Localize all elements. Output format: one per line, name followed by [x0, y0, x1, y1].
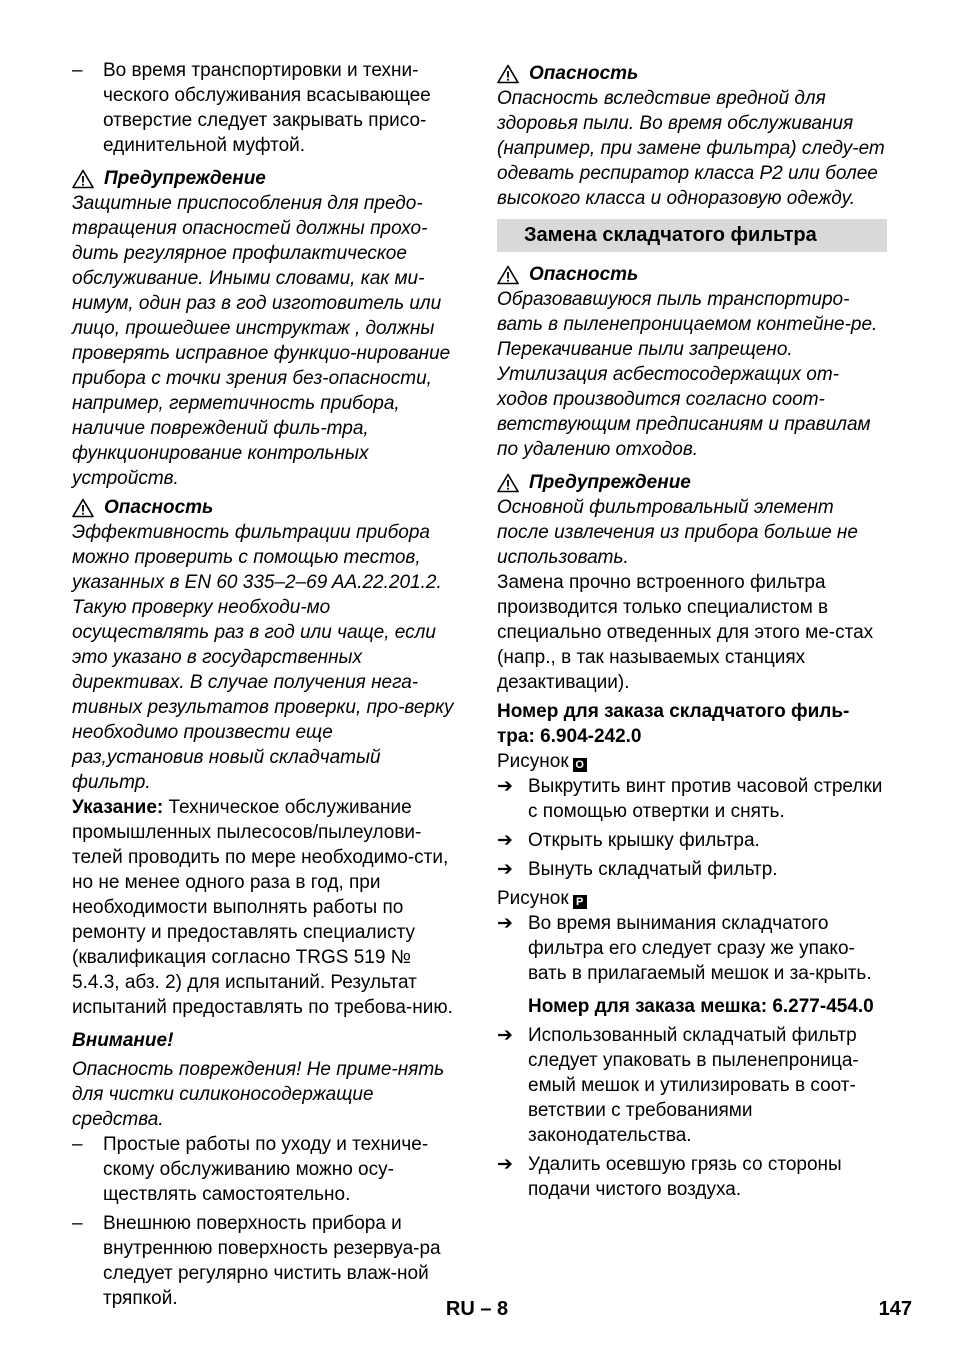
warning-triangle-icon — [497, 64, 519, 84]
note-paragraph — [72, 795, 460, 1020]
step-item — [497, 828, 887, 853]
arrow-icon: ➔ — [497, 1154, 513, 1175]
danger-heading — [497, 61, 887, 86]
note-text: Техническое обслуживание промышленных пылесосов/пылеулови-телей проводить по мере необходимо-сти, но не менее одного раза в год, при необходимости выполнять работы по ремонту и предоставлять специалисту (квалификация согласно TRGS 519 № 5.4.3, абз. 2) для испытаний. Результат испытаний предоставлять по требова-нию. — [72, 797, 453, 1018]
danger-title: Опасность — [529, 264, 639, 285]
right-column — [497, 58, 887, 1202]
figure-reference — [497, 749, 887, 774]
arrow-icon: ➔ — [497, 859, 513, 880]
danger-title: Опасность — [529, 63, 639, 84]
danger-title: Опасность — [104, 497, 214, 518]
arrow-icon: ➔ — [497, 776, 513, 797]
warning-heading — [72, 166, 460, 191]
warning-text: Основной фильтровальный элемент после извлечения из прибора больше не использовать. — [497, 497, 858, 568]
order-number-bag: Номер для заказа мешка: 6.277-454.0 — [528, 996, 874, 1017]
step-text: Удалить осевшую грязь со стороны подачи чистого воздуха. — [528, 1154, 842, 1200]
danger-text: Эффективность фильтрации прибора можно проверить с помощью тестов, указанных в EN 60 335–2–69 AA.22.201.2. Такую проверку необходи-мо осуществлять раз в год или чаще, если это указано в государственных директивах. В случае получения нега-тивных результатов проверки, про-верку необходимо произвести еще раз,установив новый складчатый фильтр. — [72, 522, 454, 793]
arrow-icon: ➔ — [497, 830, 513, 851]
step-text: Выкрутить винт против часовой стрелки с помощью отвертки и снять. — [528, 776, 883, 822]
figure-label: Рисунок — [497, 888, 569, 909]
dash-marker: – — [72, 1213, 83, 1234]
figure-p-badge: P — [573, 895, 587, 909]
note-label: Указание: — [72, 797, 164, 818]
step-text: Во время вынимания складчатого фильтра его следует сразу же упако-вать в прилагаемый мешок и за-крыть. — [528, 913, 872, 984]
warning-triangle-icon — [497, 473, 519, 493]
figure-label: Рисунок — [497, 751, 569, 772]
warning-title: Предупреждение — [104, 168, 266, 189]
list-item — [72, 58, 460, 158]
warning-triangle-icon — [72, 498, 94, 518]
warning-triangle-icon — [497, 265, 519, 285]
footer-page-number: 147 — [878, 1298, 912, 1320]
step-item — [497, 1152, 887, 1202]
danger-heading — [72, 495, 460, 520]
step-text: Открыть крышку фильтра. — [528, 830, 760, 851]
list-item — [72, 1132, 460, 1207]
step-item — [497, 857, 887, 882]
danger-text: Образовавшуюся пыль транспортиро-вать в пыленепроницаемом контейне-ре. Перекачивание пыли запрещено. Утилизация асбестосодержащих от-ходов производится согласно соот-ветствующим предписаниям и правилам по удалению отходов. — [497, 289, 878, 460]
warning-triangle-icon — [72, 169, 94, 189]
warning-text: Защитные приспособления для предо-твращения опасностей должны прохо-дить регулярное профилактическое обслуживание. Иными словами, как ми-нимум, один раз в год изготовитель или лицо, прошедшее инструктаж , должны проверять исправное функцио-нирование прибора с точки зрения без-опасности, например, герметичность прибора, наличие повреждений филь-тра, функционирование контрольных устройств. — [72, 193, 451, 489]
warning-heading — [497, 470, 887, 495]
step-item — [497, 1023, 887, 1148]
order-number-filter: Номер для заказа складчатого филь-тра: 6.904-242.0 — [497, 701, 850, 747]
footer-page-label: RU – 8 — [445, 1298, 509, 1320]
step-text: Использованный складчатый фильтр следует упаковать в пыленепроница-емый мешок и утилизировать в соот-ветствии с требованиями законодательства. — [528, 1025, 859, 1146]
step-item — [497, 911, 887, 986]
step-item — [497, 774, 887, 824]
section-title: Замена складчатого фильтра — [497, 219, 887, 252]
danger-heading — [497, 262, 887, 287]
attention-title: Внимание! — [72, 1030, 174, 1051]
danger-text: Опасность вследствие вредной для здоровья пыли. Во время обслуживания (например, при замене фильтра) следу-ет одевать респиратор класса P2 или более высокого класса и одноразовую одежду. — [497, 88, 885, 209]
arrow-icon: ➔ — [497, 913, 513, 934]
attention-text: Опасность повреждения! Не приме-нять для чистки силиконосодержащие средства. — [72, 1059, 445, 1130]
warning-title: Предупреждение — [529, 472, 691, 493]
arrow-icon: ➔ — [497, 1025, 513, 1046]
list-item-text: Внешнюю поверхность прибора и внутреннюю поверхность резервуа-ра следует регулярно чистить влаж-ной тряпкой. — [103, 1213, 441, 1309]
step-text: Вынуть складчатый фильтр. — [528, 859, 778, 880]
left-column — [72, 58, 460, 1311]
list-item — [72, 1211, 460, 1311]
list-item-text: Во время транспортировки и техни-ческого обслуживания всасывающее отверстие следует закрывать присо-единительной муфтой. — [103, 60, 431, 156]
body-paragraph: Замена прочно встроенного фильтра производится только специалистом в специально отведенных для этого ме-стах (напр., в так называемых станциях дезактивации). — [497, 572, 874, 693]
dash-marker: – — [72, 1134, 83, 1155]
list-item-text: Простые работы по уходу и техниче-скому обслуживанию можно осу-ществлять самостоятельно. — [103, 1134, 429, 1205]
figure-reference — [497, 886, 887, 911]
figure-o-badge: O — [573, 758, 587, 772]
dash-marker: – — [72, 60, 83, 81]
